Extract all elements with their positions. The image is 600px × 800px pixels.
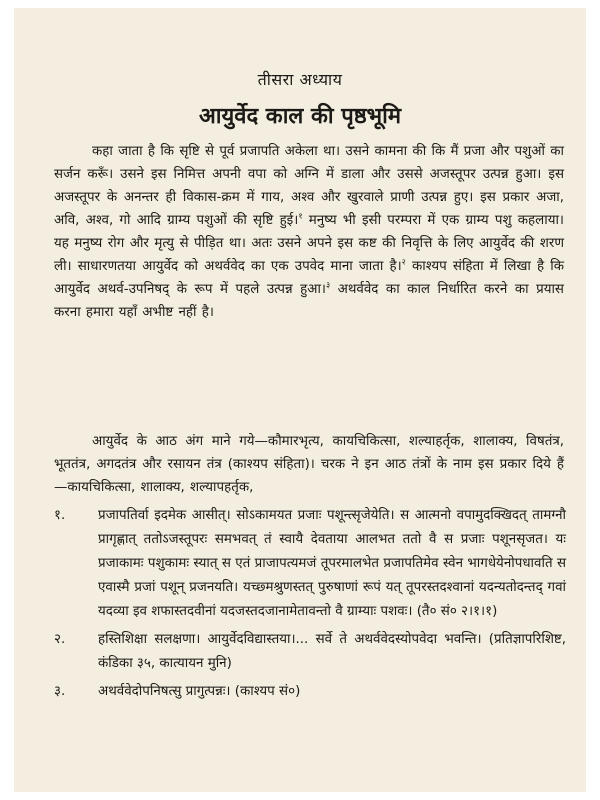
paragraph-1-text-a: कहा जाता है कि सृष्टि से पूर्व प्रजापति अकेला था। उसने कामना की कि मैं प्रजा और पशुओं का सर्जन करूँ। उसने इस निमित्त अपनी वपा को अग्नि में डाला और उससे अजस्तूपर उत्पन्न हुआ। इस अजस्तूपर के अनन्तर ही विकास-क्रम में गाय, अश्व और खुरवाले प्राणी उत्पन्न हुए। इस प्रकार अजा, अवि, अश्व, गो आदि ग्राम्य पशुओं की सृष्टि हुई। [54,144,564,228]
paragraph-1 [54,140,564,324]
footnote-text: हस्तिशिक्षा सलक्षणा। आयुर्वेदविद्यास्तया।... सर्वे ते अथर्ववेदस्योपवेदा भवन्ति। (प्रतिज्ञापरिशिष्ट, कंडिका ३५, कात्यायन मुनि) [98,632,566,671]
footnote-item [54,504,566,624]
footnote-ref-2: २ [401,257,406,267]
paragraph-2: आयुर्वेद के आठ अंग माने गये—कौमारभृत्य, कायचिकित्सा, शल्याहर्तृक, शालाक्य, विषतंत्र, भूततंत्र, अगदतंत्र और रसायन तंत्र (काश्यप संहिता)। चरक ने इन आठ तंत्रों के नाम इस प्रकार दिये हैं—कायचिकित्सा, शालाक्य, शल्यापहर्तृक, [54,434,564,495]
footnote-item [54,680,566,704]
paragraph-1-text-c: काश्यप संहिता में लिखा है कि आयुर्वेद अथर्व-उपनिषद् के रूप में पहले उत्पन्न हुआ। [54,259,564,297]
footnote-item [54,628,566,676]
footnotes [54,504,566,708]
paragraph-1-text-d: अथर्ववेद का काल निर्धारित करने का प्रयास करना हमारा यहाँ अभीष्ट नहीं है। [54,282,564,320]
footnote-number: २. [54,632,66,647]
footnote-ref-3: ३ [325,280,331,290]
chapter-heading: तीसरा अध्याय [257,70,343,89]
footnote-text: प्रजापतिर्वा इदमेक आसीत्। सोऽकामयत प्रजाः पशून्त्सृजेयेति। स आत्मनो वपामुदक्खिदत् तामग्नौ प्रागृह्णात् ततोऽजस्तूपरः समभवत् तं स्वायै देवताया आलभत ततो वै स प्रजाः पशूनसृजत। यः प्रजाकामः पशुकामः स्यात् स एतं प्राजापत्यमजं तूपरमालभेत प्रजापतिमेव स्वेन भागधेयेनोपधावति स एवास्मै प्रजां पशून् प्रजनयति। यच्छ्मश्रुणस्तत् पुरुषाणां रूपं यत् तूपरस्तदश्वानां यदन्यतोदन्तद् गवां यदव्या इव शफास्तदवीनां यदजस्तदजानामेतावन्तो वै ग्राम्याः पशवः। (तै० सं० २।१।१) [98,508,566,619]
book-page [14,8,586,792]
footnote-ref-1: १ [298,211,303,221]
paragraph-1-text-b: मनुष्य भी इसी परम्परा में एक ग्राम्य पशु कहलाया। यह मनुष्य रोग और मृत्यु से पीड़ित था। अतः उसने अपने इस कष्ट की निवृत्ति के लिए आयुर्वेद की शरण ली। साधारणतया आयुर्वेद को अथर्ववेद का एक उपवेद माना जाता है। [54,213,565,274]
footnote-number: ३. [54,684,66,699]
footnote-number: १. [54,508,66,523]
page-title: आयुर्वेद काल की पृष्ठभूमि [198,104,401,129]
footnote-text: अथर्ववेदोपनिषत्सु प्रागुत्पन्नः। (काश्यप सं०) [98,684,301,699]
